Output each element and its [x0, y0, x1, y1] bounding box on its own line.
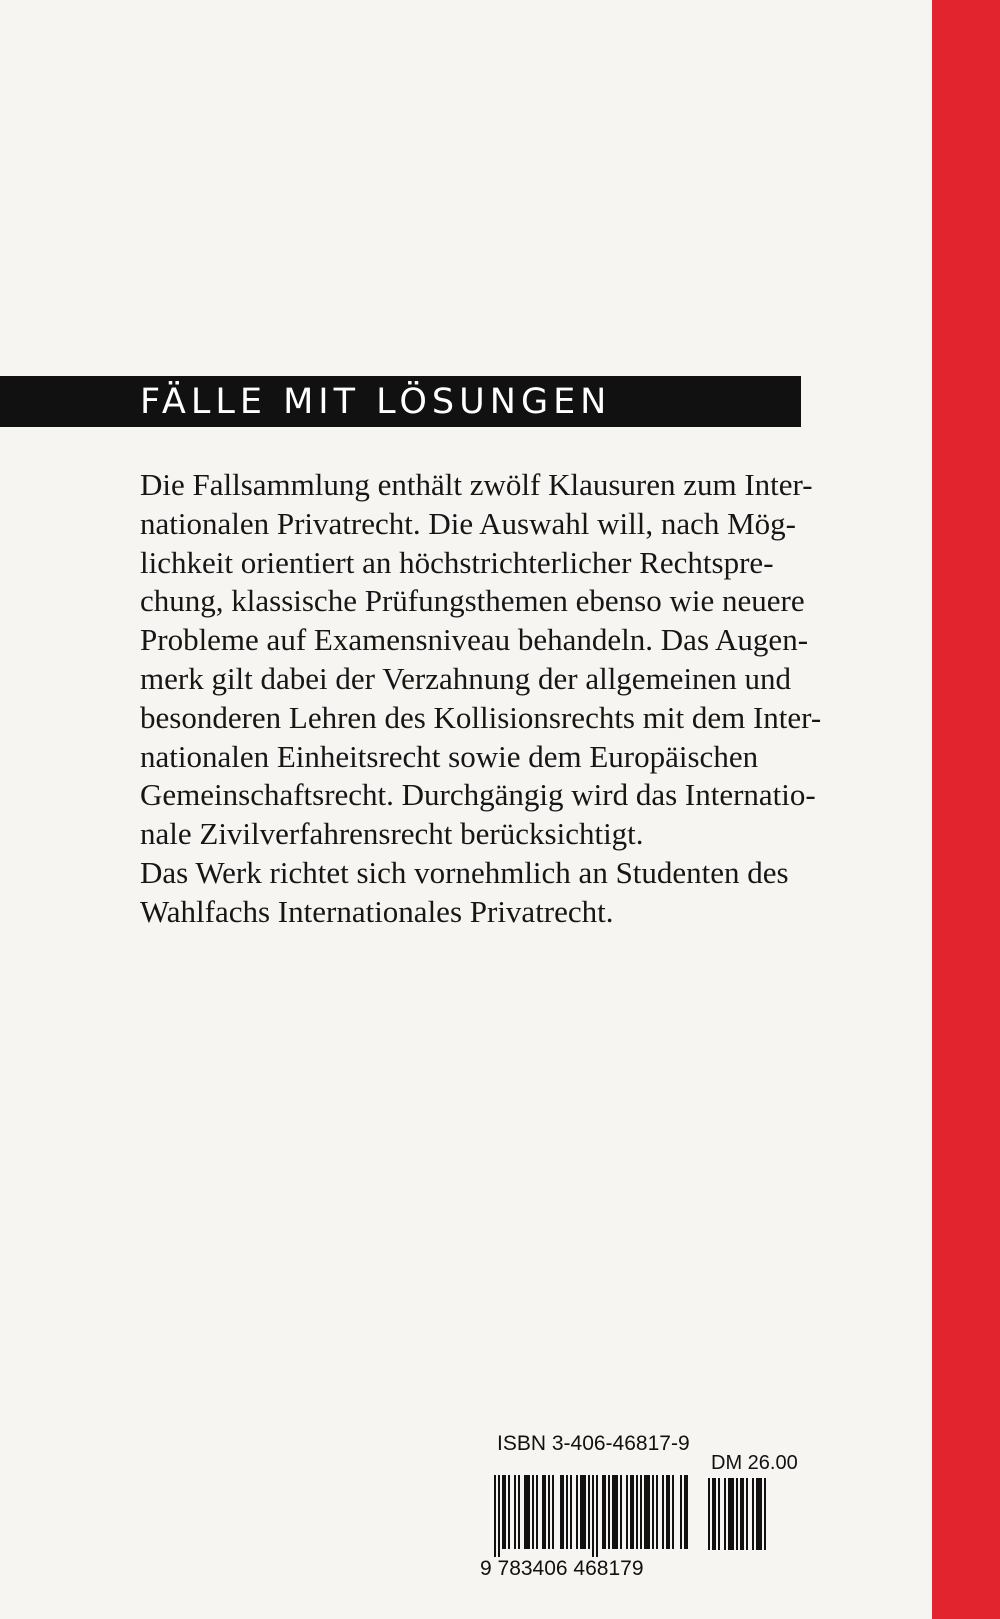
blurb-line: Wahlfachs Internationales Privatrecht.	[140, 893, 614, 929]
barcode-bar	[560, 1475, 564, 1549]
blurb-line: lichkeit orientiert an höchstrichterlicher Rechtspre-	[140, 544, 774, 580]
isbn-label: ISBN 3-406-46817-9	[497, 1432, 690, 1455]
barcode-bar	[728, 1478, 734, 1550]
barcode-bar	[712, 1478, 716, 1550]
barcode-bar	[588, 1475, 590, 1549]
barcode-bar	[736, 1478, 738, 1550]
barcode-digits: 9 783406 468179	[480, 1557, 644, 1580]
barcode-bar	[608, 1475, 610, 1549]
blurb-line: merk gilt dabei der Verzahnung der allgemeinen und	[140, 660, 792, 696]
barcode-bar	[718, 1478, 720, 1550]
blurb-line: nationalen Privatrecht. Die Auswahl will, nach Mög-	[140, 505, 797, 541]
barcode-bar	[602, 1475, 606, 1549]
blurb-line: besonderen Lehren des Kollisionsrechts mit dem Inter-	[140, 699, 822, 735]
barcode-bar	[640, 1475, 642, 1549]
barcode-bar	[746, 1478, 748, 1550]
price-label: DM 26.00	[711, 1452, 798, 1474]
barcode-bar	[652, 1475, 654, 1549]
barcode-bar	[548, 1475, 550, 1549]
blurb-line: nationalen Einheitsrecht sowie dem Europäischen	[140, 738, 759, 774]
barcode-bar	[514, 1475, 516, 1549]
barcode-bar	[636, 1475, 638, 1549]
barcode-bar	[626, 1475, 628, 1549]
barcode-bar	[524, 1475, 530, 1549]
barcode-bar	[752, 1478, 754, 1550]
barcode-bar	[518, 1475, 520, 1549]
barcode-bar	[740, 1478, 744, 1550]
blurb-text	[140, 466, 822, 932]
barcode-bar	[764, 1478, 766, 1550]
barcode-bar	[542, 1475, 546, 1549]
barcode-bar	[532, 1475, 534, 1549]
barcode-bar	[502, 1475, 506, 1549]
blurb-line: chung, klassische Prüfungsthemen ebenso wie neuere	[140, 583, 805, 619]
barcode-bar	[644, 1475, 650, 1549]
blurb-line: Das Werk richtet sich vornehmlich an Studenten des	[140, 854, 789, 890]
barcode-bar	[620, 1475, 622, 1549]
barcode-bar	[656, 1475, 658, 1549]
barcode-bar	[570, 1475, 572, 1549]
blurb-line: nale Zivilverfahrensrecht berücksichtigt.	[140, 816, 644, 852]
barcode-guard-bar	[596, 1475, 598, 1557]
barcode-guard-bar	[498, 1475, 500, 1557]
barcode-bar	[672, 1475, 674, 1549]
barcode-bar	[566, 1475, 568, 1549]
blurb-line: Die Fallsammlung enthält zwölf Klausuren zum Inter-	[140, 467, 813, 502]
price-addon-barcode	[708, 1478, 800, 1552]
barcode-bar	[684, 1475, 688, 1549]
barcode-bar	[580, 1475, 586, 1549]
cover-heading: FÄLLE MIT LÖSUNGEN	[140, 382, 612, 422]
barcode-bar	[508, 1475, 510, 1549]
barcode-bar	[630, 1475, 634, 1549]
barcode-guard-bar	[592, 1475, 594, 1557]
barcode-bar	[724, 1478, 726, 1550]
ean-barcode	[494, 1475, 688, 1557]
blurb-line: Probleme auf Examensniveau behandeln. Das Augen-	[140, 622, 809, 658]
barcode-bar	[708, 1478, 710, 1550]
barcode-bar	[666, 1475, 670, 1549]
barcode-bar	[536, 1475, 538, 1549]
barcode-bar	[612, 1475, 618, 1549]
barcode-bar	[662, 1475, 664, 1549]
barcode-bar	[576, 1475, 578, 1549]
barcode-bar	[680, 1475, 682, 1549]
blurb-line: Gemeinschaftsrecht. Durchgängig wird das Internatio-	[140, 777, 816, 813]
barcode-bar	[552, 1475, 554, 1549]
red-spine-stripe	[932, 0, 1000, 1619]
barcode-bar	[756, 1478, 762, 1550]
barcode-guard-bar	[494, 1475, 496, 1557]
